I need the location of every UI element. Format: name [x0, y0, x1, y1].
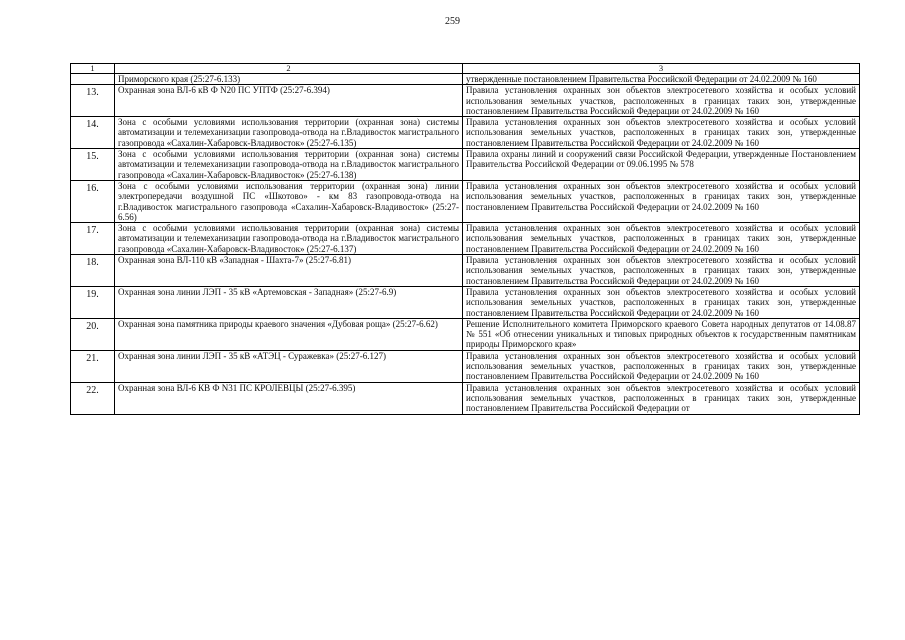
- zone-name-cell: Приморского края (25:27-6.133): [115, 74, 463, 85]
- table-row: [71, 382, 860, 414]
- row-number: 22.: [71, 382, 115, 414]
- table-row: [71, 350, 860, 382]
- column-header: 2: [115, 64, 463, 74]
- zone-name-cell: Зона с особыми условиями использования территории (охранная зона) линии электропередачи воздушной ПС «Шкотово» - км 83 газопровода-отвода на г.Владивосток магистрального газопровода «Сахалин-Хабаровск-Владивосток» (25:27-6.56): [115, 180, 463, 222]
- table-row: [71, 255, 860, 287]
- row-number: 13.: [71, 85, 115, 117]
- row-number: 19.: [71, 286, 115, 318]
- protection-zones-table: [70, 63, 860, 415]
- legal-basis-cell: Правила установления охранных зон объектов электросетевого хозяйства и особых условий использования земельных участков, расположенных в границах таких зон, утвержденные постановлением Правительства Российской Федерации от 24.02.2009 № 160: [463, 255, 860, 287]
- zone-name-cell: Охранная зона ВЛ-6 кВ Ф N20 ПС УПТФ (25:27-6.394): [115, 85, 463, 117]
- zone-name-cell: Зона с особыми условиями использования территории (охранная зона) системы автоматизации и телемеханизации газопровода-отвода на г.Владивосток магистрального газопровода «Сахалин-Хабаровск-Владивосток» (25:27-6.137): [115, 223, 463, 255]
- legal-basis-cell: Правила установления охранных зон объектов электросетевого хозяйства и особых условий использования земельных участков, расположенных в границах таких зон, утвержденные постановлением Правительства Российской Федерации от: [463, 382, 860, 414]
- legal-basis-cell: утвержденные постановлением Правительства Российской Федерации от 24.02.2009 № 160: [463, 74, 860, 85]
- row-number: [71, 74, 115, 85]
- legal-basis-cell: Правила установления охранных зон объектов электросетевого хозяйства и особых условий использования земельных участков, расположенных в границах таких зон, утвержденные постановлением Правительства Российской Федерации от 24.02.2009 № 160: [463, 286, 860, 318]
- table-row: [71, 117, 860, 149]
- legal-basis-cell: Правила охраны линий и сооружений связи Российской Федерации, утвержденные Постановлением Правительства Российской Федерации от 09.06.1995 № 578: [463, 149, 860, 181]
- zone-name-cell: Охранная зона ВЛ-6 КВ Ф N31 ПС КРОЛЕВЦЫ (25:27-6.395): [115, 382, 463, 414]
- row-number: 18.: [71, 255, 115, 287]
- table-row: [71, 149, 860, 181]
- table-row: [71, 223, 860, 255]
- page-number: 259: [445, 16, 460, 27]
- legal-basis-cell: Правила установления охранных зон объектов электросетевого хозяйства и особых условий использования земельных участков, расположенных в границах таких зон, утвержденные постановлением Правительства Российской Федерации от 24.02.2009 № 160: [463, 350, 860, 382]
- zone-name-cell: Зона с особыми условиями использования территории (охранная зона) системы автоматизации и телемеханизации газопровода-отвода на г.Владивосток магистрального газопровода «Сахалин-Хабаровск-Владивосток» (25:27-6.135): [115, 117, 463, 149]
- row-number: 14.: [71, 117, 115, 149]
- table-row: [71, 318, 860, 350]
- table-header-row: [71, 64, 860, 74]
- row-number: 16.: [71, 180, 115, 222]
- zone-name-cell: Охранная зона ВЛ-110 кВ «Западная - Шахта-7» (25:27-6.81): [115, 255, 463, 287]
- zone-name-cell: Охранная зона линии ЛЭП - 35 кВ «АТЭЦ - Суражевка» (25:27-6.127): [115, 350, 463, 382]
- zone-name-cell: Зона с особыми условиями использования территории (охранная зона) системы автоматизации и телемеханизации газопровода-отвода на г.Владивосток магистрального газопровода «Сахалин-Хабаровск-Владивосток» (25:27-6.138): [115, 149, 463, 181]
- legal-basis-cell: Правила установления охранных зон объектов электросетевого хозяйства и особых условий использования земельных участков, расположенных в границах таких зон, утвержденные постановлением Правительства Российской Федерации от 24.02.2009 № 160: [463, 223, 860, 255]
- zone-name-cell: Охранная зона линии ЛЭП - 35 кВ «Артемовская - Западная» (25:27-6.9): [115, 286, 463, 318]
- row-number: 21.: [71, 350, 115, 382]
- legal-basis-cell: Решение Исполнительного комитета Приморского краевого Совета народных депутатов от 14.08.87 № 551 «Об отнесении уникальных и типовых природных объектов к государственным памятникам природы Приморского края»: [463, 318, 860, 350]
- table-row: [71, 286, 860, 318]
- zone-name-cell: Охранная зона памятника природы краевого значения «Дубовая роща» (25:27-6.62): [115, 318, 463, 350]
- table-row: [71, 85, 860, 117]
- table-row: [71, 74, 860, 85]
- table-row: [71, 180, 860, 222]
- column-header: 3: [463, 64, 860, 74]
- legal-basis-cell: Правила установления охранных зон объектов электросетевого хозяйства и особых условий использования земельных участков, расположенных в границах таких зон, утвержденные постановлением Правительства Российской Федерации от 24.02.2009 № 160: [463, 85, 860, 117]
- row-number: 15.: [71, 149, 115, 181]
- legal-basis-cell: Правила установления охранных зон объектов электросетевого хозяйства и особых условий использования земельных участков, расположенных в границах таких зон, утвержденные постановлением Правительства Российской Федерации от 24.02.2009 № 160: [463, 117, 860, 149]
- row-number: 17.: [71, 223, 115, 255]
- column-header: 1: [71, 64, 115, 74]
- row-number: 20.: [71, 318, 115, 350]
- legal-basis-cell: Правила установления охранных зон объектов электросетевого хозяйства и особых условий использования земельных участков, расположенных в границах таких зон, утвержденные постановлением Правительства Российской Федерации от 24.02.2009 № 160: [463, 180, 860, 222]
